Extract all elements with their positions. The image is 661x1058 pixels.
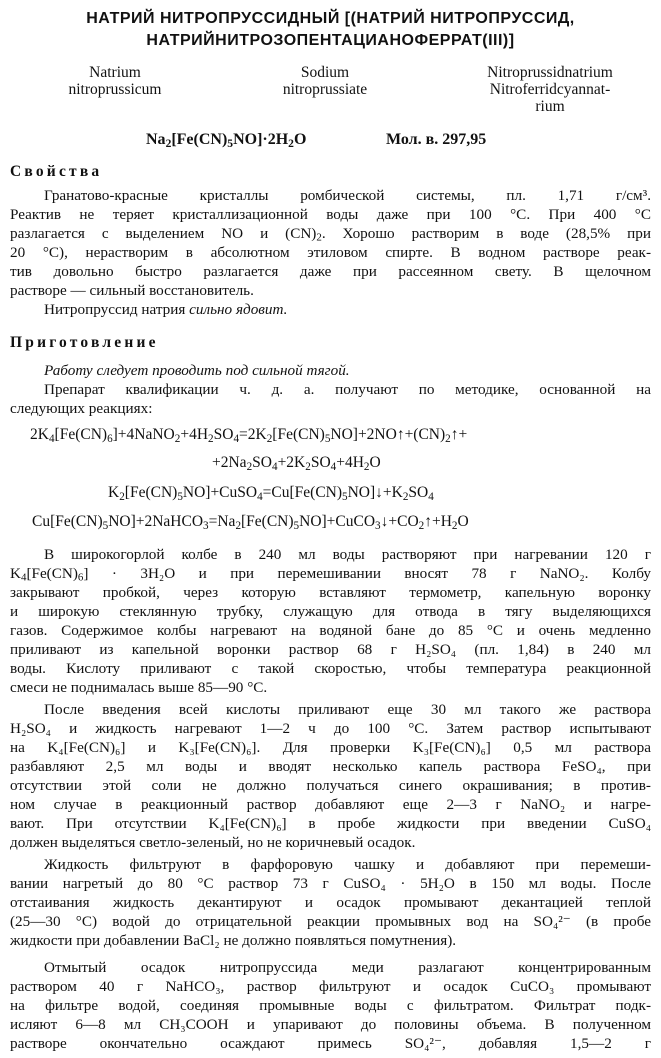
paragraph-line: воды. Кислоту приливают с такой скоростью, чтобы температура реакционной <box>10 660 651 677</box>
intro-line: Препарат квалификации ч. д. а. получают по методике, основанной на <box>44 381 651 398</box>
reaction-equation-2: $K_2[Fe(CN)_5NO]+CuSO_4=Cu[Fe(CN)_5NO]↓+K_2SO_4$ <box>108 484 434 503</box>
properties-line: Гранатово-красные кристаллы ромбической системы, пл. 1,71 г/см³. <box>44 187 651 204</box>
paragraph-line: отстаивания жидкость декантируют и осадок промывают декантацией теплой <box>10 894 651 911</box>
paragraph-line: Жидкость фильтруют в фарфоровую чашку и добавляют при перемеши- <box>44 856 651 873</box>
reaction-equation-1: $2K_4[Fe(CN)_6]+4NaNO_2+4H_2SO_4=2K_2[Fe(CN)_5NO]+2NO↑+(CN)_2↑+$ <box>30 426 468 445</box>
section-heading-preparation: Приготовление <box>10 334 159 351</box>
paragraph-line: H₂SO₄ и жидкость нагревают 1—2 ч до 100 °С. Затем раствор испытывают <box>10 720 651 737</box>
paragraph-line: исляют 6—8 мл CH₃COOH и упаривают до половины объема. В полученном <box>10 1016 651 1033</box>
name-block <box>0 64 661 116</box>
paragraph-line: закрывают пробкой, через которую вставляют термометр, капельную воронку <box>10 584 651 601</box>
german-name-2: Nitroferridcyannat- <box>489 81 611 98</box>
paragraph-line: разбавляют 2,5 мл воды и вводят несколько капель раствора FeSO₄, при <box>10 758 651 775</box>
paragraph-line: отсутствии этой соли не должно получаться синего окрашивания; в против- <box>10 777 651 794</box>
latin-name-1: Natrium <box>89 64 141 81</box>
chemical-formula: $Na_2[Fe(CN)_5NO]\cdot 2H_2O$ <box>146 131 307 150</box>
properties-line: 20 °С), нерастворим в абсолютном этиловом спирте. В водном растворе реак- <box>10 244 651 261</box>
molecular-weight: Мол. в. 297,95 <box>386 131 487 148</box>
properties-line: растворе — сильный восстановитель. <box>10 282 254 299</box>
section-heading-properties: Свойства <box>10 163 103 180</box>
title-line-2: НАТРИЙНИТРОЗОПЕНТАЦИАНОФЕРРАТ(III)] <box>146 32 515 49</box>
latin-name-2: nitroprussicum <box>68 81 162 98</box>
properties-line: Реактив не теряет кристаллизационной воды даже при 100 °С. При 400 °С <box>10 206 651 223</box>
paragraph-line: на K₄[Fe(CN)₆] и K₃[Fe(CN)₆]. Для проверки K₃[Fe(CN)₆] 0,5 мл раствора <box>10 739 651 756</box>
properties-line: тив довольно быстро разлагается даже при рассеянном свету. В щелочном <box>10 263 651 280</box>
english-name-1: Sodium <box>300 64 350 81</box>
paragraph-line: В широкогорлой колбе в 240 мл воды растворяют при нагревании 120 г <box>44 546 651 563</box>
english-name-2: nitroprussiate <box>282 81 368 98</box>
paragraph-line: (25—30 °С) водой до отрицательной реакции промывных вод на SO₄²⁻ (в пробе <box>10 913 651 930</box>
paragraph-line: раствором 40 г NaHCO₃, раствор фильтруют и осадок CuCO₃ промывают <box>10 978 651 995</box>
title-line-1: НАТРИЙ НИТРОПРУССИДНЫЙ [(НАТРИЙ НИТРОПРУССИД, <box>86 10 575 27</box>
paragraph-line: жидкости при добавлении BaCl₂ не должно появляться помутнения). <box>10 932 457 949</box>
toxicity-note: Нитропруссид натрия сильно ядовит. <box>44 301 288 318</box>
paragraph-line: газов. Содержимое колбы нагревают на водяной бане до 85 °С и очень медленно <box>10 622 651 639</box>
german-name <box>455 64 645 115</box>
safety-note: Работу следует проводить под сильной тягой. <box>44 362 350 379</box>
paragraph-line: $K_4[Fe(CN)_6] \cdot 3H_2O$ и при перемешивании вносят 78 г NaNO₂. Колбу <box>10 565 651 584</box>
paragraph-line: на фильтре водой, соединяя промывные воды с фильтратом. Фильтрат подк- <box>10 997 651 1014</box>
paragraph-line: смеси не поднималась выше 85—90 °С. <box>10 679 268 696</box>
german-name-1: Nitroprussidnatrium <box>487 64 613 81</box>
paragraph-line: должен выделяться светло-зеленый, но не коричневый осадок. <box>10 834 416 851</box>
properties-line: разлагается с выделением NO и $(CN)_2$. Хорошо растворим в воде (28,5% при <box>10 225 651 244</box>
paragraph-line: После введения всей кислоты приливают еще 30 мл такого же раствора <box>44 701 651 718</box>
paragraph-line: вают. При отсутствии K₄[Fe(CN)₆] в пробе жидкости при введении CuSO₄ <box>10 815 651 832</box>
paragraph-line: приливают из капельной воронки раствор 68 г H₂SO₄ (пл. 1,84) в 240 мл <box>10 641 651 658</box>
paragraph-line: растворе окончательно осаждают примесь SO₄²⁻, добавляя 1,5—2 г <box>10 1035 651 1052</box>
paragraph-line: ном случае в реакционный раствор добавляют еще 2—3 г NaNO₂ и нагре- <box>10 796 651 813</box>
paragraph-line: вании нагретый до 80 °С раствор 73 г CuSO₄ · 5H₂O в 150 мл воды. После <box>10 875 651 892</box>
paragraph-line: и широкую стеклянную трубку, служащую для отвода в тягу выделяющихся <box>10 603 651 620</box>
reaction-equation-1-cont: $+2Na_2SO_4+2K_2SO_4+4H_2O$ <box>212 454 381 473</box>
paragraph-line: Отмытый осадок нитропруссида меди разлагают концентрированным <box>44 959 651 976</box>
reaction-equation-3: $Cu[Fe(CN)_5NO]+2NaHCO_3=Na_2[Fe(CN)_5NO]+CuCO_3↓+CO_2↑+H_2O$ <box>32 513 469 532</box>
intro-line: следующих реакциях: <box>10 400 153 417</box>
latin-name <box>40 64 190 98</box>
german-name-3: rium <box>535 98 565 115</box>
english-name <box>245 64 405 98</box>
